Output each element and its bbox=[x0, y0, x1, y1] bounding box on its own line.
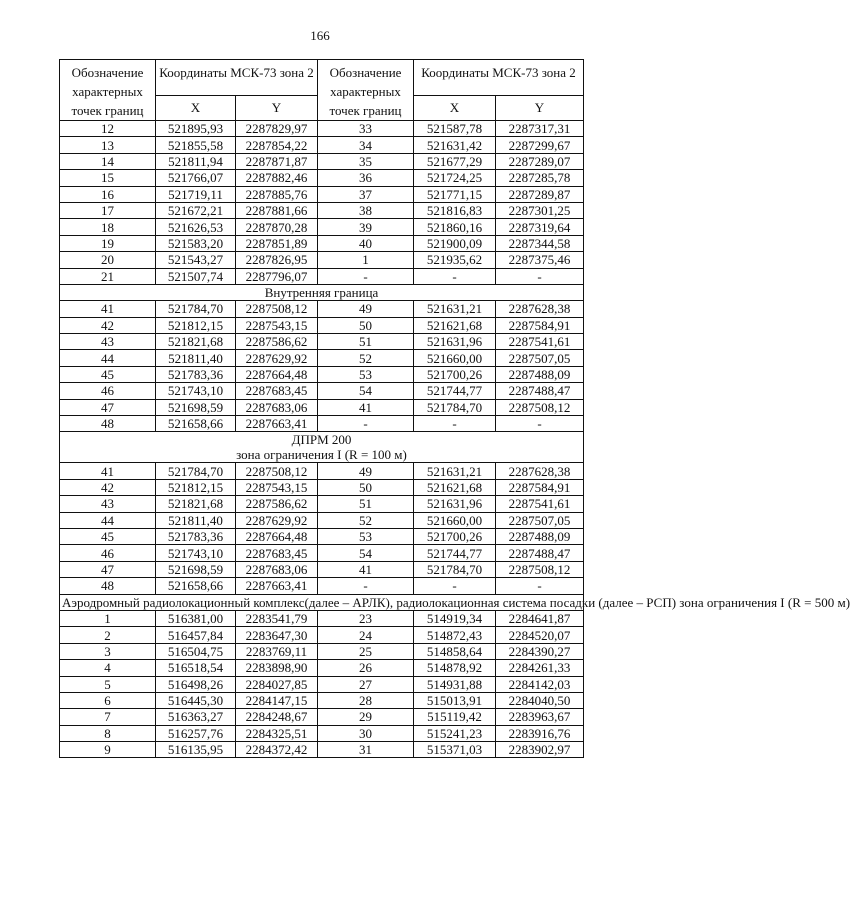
coord-y: 2287584,91 bbox=[496, 317, 584, 333]
point-id: 43 bbox=[60, 334, 156, 350]
coord-x: 521660,00 bbox=[414, 350, 496, 366]
table-row bbox=[60, 463, 584, 479]
table-row bbox=[60, 660, 584, 676]
coord-x: 521672,21 bbox=[156, 202, 236, 218]
point-id: 49 bbox=[318, 301, 414, 317]
coord-x: 521821,68 bbox=[156, 334, 236, 350]
coord-y: 2283916,76 bbox=[496, 725, 584, 741]
point-id: 8 bbox=[60, 725, 156, 741]
coord-y: 2283963,67 bbox=[496, 709, 584, 725]
table-row bbox=[60, 561, 584, 577]
point-id: 45 bbox=[60, 366, 156, 382]
coord-y: 2287299,67 bbox=[496, 137, 584, 153]
coord-y: 2284147,15 bbox=[236, 692, 318, 708]
coord-y: 2284248,67 bbox=[236, 709, 318, 725]
point-id: 51 bbox=[318, 496, 414, 512]
coord-x: 521507,74 bbox=[156, 268, 236, 284]
coord-y: 2287882,46 bbox=[236, 170, 318, 186]
y-header: Y bbox=[236, 95, 318, 120]
table-row bbox=[60, 496, 584, 512]
point-id: 14 bbox=[60, 153, 156, 169]
coord-y: 2287826,95 bbox=[236, 252, 318, 268]
table-row bbox=[60, 578, 584, 594]
point-id: 39 bbox=[318, 219, 414, 235]
table-row bbox=[60, 202, 584, 218]
point-id: 19 bbox=[60, 235, 156, 251]
coord-x: 516363,27 bbox=[156, 709, 236, 725]
point-id: 41 bbox=[318, 399, 414, 415]
point-id: 1 bbox=[318, 252, 414, 268]
point-id: 43 bbox=[60, 496, 156, 512]
table-row bbox=[60, 627, 584, 643]
table-row bbox=[60, 479, 584, 495]
coord-x: 514931,88 bbox=[414, 676, 496, 692]
point-id: 3 bbox=[60, 643, 156, 659]
coord-y: 2287854,22 bbox=[236, 137, 318, 153]
coord-x: 521744,77 bbox=[414, 383, 496, 399]
coord-y: - bbox=[496, 416, 584, 432]
table-body bbox=[60, 121, 850, 758]
point-id: 44 bbox=[60, 512, 156, 528]
coord-x: 521784,70 bbox=[414, 561, 496, 577]
coord-x: 516445,30 bbox=[156, 692, 236, 708]
coord-x: - bbox=[414, 268, 496, 284]
boundary-coordinates-table bbox=[59, 59, 850, 758]
point-id: 2 bbox=[60, 627, 156, 643]
coord-x: 516381,00 bbox=[156, 610, 236, 626]
coord-y: 2287543,15 bbox=[236, 479, 318, 495]
coord-y: 2287507,05 bbox=[496, 512, 584, 528]
coord-y: 2287285,78 bbox=[496, 170, 584, 186]
coord-y: 2287628,38 bbox=[496, 463, 584, 479]
coord-x: 521631,21 bbox=[414, 463, 496, 479]
coord-y: 2287319,64 bbox=[496, 219, 584, 235]
point-id: 17 bbox=[60, 202, 156, 218]
point-id: 26 bbox=[318, 660, 414, 676]
designation-header: Обозначение характерных точек границ bbox=[60, 60, 156, 121]
point-id: 46 bbox=[60, 545, 156, 561]
point-id: 47 bbox=[60, 561, 156, 577]
point-id: 1 bbox=[60, 610, 156, 626]
point-id: 33 bbox=[318, 121, 414, 137]
coord-y: 2284261,33 bbox=[496, 660, 584, 676]
coord-y: 2284641,87 bbox=[496, 610, 584, 626]
coord-x: 514872,43 bbox=[414, 627, 496, 643]
x-header-2: X bbox=[414, 95, 496, 120]
coord-y: 2287851,89 bbox=[236, 235, 318, 251]
point-id: 37 bbox=[318, 186, 414, 202]
point-id: 50 bbox=[318, 479, 414, 495]
point-id: 36 bbox=[318, 170, 414, 186]
coord-y: 2287488,47 bbox=[496, 545, 584, 561]
point-id: 53 bbox=[318, 528, 414, 544]
coord-x: 521784,70 bbox=[156, 301, 236, 317]
coord-y: 2287871,87 bbox=[236, 153, 318, 169]
coord-x: 516135,95 bbox=[156, 742, 236, 758]
point-id: 15 bbox=[60, 170, 156, 186]
point-id: 29 bbox=[318, 709, 414, 725]
coord-x: 521811,40 bbox=[156, 512, 236, 528]
coord-x: 521658,66 bbox=[156, 416, 236, 432]
coord-y: 2287885,76 bbox=[236, 186, 318, 202]
coord-x: 514878,92 bbox=[414, 660, 496, 676]
point-id: 24 bbox=[318, 627, 414, 643]
coord-y: - bbox=[496, 268, 584, 284]
coord-x: 515371,03 bbox=[414, 742, 496, 758]
coord-x: 521698,59 bbox=[156, 399, 236, 415]
point-id: 41 bbox=[60, 301, 156, 317]
coord-x: 516498,26 bbox=[156, 676, 236, 692]
point-id: 5 bbox=[60, 676, 156, 692]
point-id: 34 bbox=[318, 137, 414, 153]
coord-y: 2287881,66 bbox=[236, 202, 318, 218]
coord-x: 521660,00 bbox=[414, 512, 496, 528]
coord-x: 521784,70 bbox=[156, 463, 236, 479]
coord-y: 2287683,06 bbox=[236, 399, 318, 415]
coord-x: 521543,27 bbox=[156, 252, 236, 268]
coord-y: 2287344,58 bbox=[496, 235, 584, 251]
point-id: 47 bbox=[60, 399, 156, 415]
coord-x: 516504,75 bbox=[156, 643, 236, 659]
coord-y: 2284390,27 bbox=[496, 643, 584, 659]
coord-x: 521621,68 bbox=[414, 317, 496, 333]
coord-x: 521724,25 bbox=[414, 170, 496, 186]
table-row bbox=[60, 252, 584, 268]
point-id: 45 bbox=[60, 528, 156, 544]
coord-y: 2283898,90 bbox=[236, 660, 318, 676]
coord-x: 521812,15 bbox=[156, 317, 236, 333]
point-id: 30 bbox=[318, 725, 414, 741]
coord-y: 2287586,62 bbox=[236, 334, 318, 350]
coord-x: 521677,29 bbox=[414, 153, 496, 169]
coord-x: 521900,09 bbox=[414, 235, 496, 251]
coord-y: 2287584,91 bbox=[496, 479, 584, 495]
table-row bbox=[60, 725, 584, 741]
coord-x: 521935,62 bbox=[414, 252, 496, 268]
table-row bbox=[60, 170, 584, 186]
coord-x: 521587,78 bbox=[414, 121, 496, 137]
point-id: 16 bbox=[60, 186, 156, 202]
point-id: 41 bbox=[60, 463, 156, 479]
point-id: 53 bbox=[318, 366, 414, 382]
coord-x: 521784,70 bbox=[414, 399, 496, 415]
point-id: 51 bbox=[318, 334, 414, 350]
coord-x: 521744,77 bbox=[414, 545, 496, 561]
coord-x: 521700,26 bbox=[414, 366, 496, 382]
coord-y: 2287586,62 bbox=[236, 496, 318, 512]
coord-y: 2287683,45 bbox=[236, 383, 318, 399]
table-row bbox=[60, 399, 584, 415]
coords-header-2: Координаты МСК-73 зона 2 bbox=[414, 60, 584, 96]
point-id: 7 bbox=[60, 709, 156, 725]
coord-y: 2287829,97 bbox=[236, 121, 318, 137]
coord-x: 521816,83 bbox=[414, 202, 496, 218]
table-row bbox=[60, 137, 584, 153]
coord-y: 2287664,48 bbox=[236, 366, 318, 382]
point-id: 40 bbox=[318, 235, 414, 251]
coord-y: 2287683,06 bbox=[236, 561, 318, 577]
coord-x: 516457,84 bbox=[156, 627, 236, 643]
coord-x: 521766,07 bbox=[156, 170, 236, 186]
coord-x: 521658,66 bbox=[156, 578, 236, 594]
point-id: 9 bbox=[60, 742, 156, 758]
table-row bbox=[60, 121, 584, 137]
table-row bbox=[60, 416, 584, 432]
point-id: 52 bbox=[318, 512, 414, 528]
point-id: 46 bbox=[60, 383, 156, 399]
coord-x: 521895,93 bbox=[156, 121, 236, 137]
coord-y: 2284027,85 bbox=[236, 676, 318, 692]
table-row bbox=[60, 512, 584, 528]
coord-y: 2287796,07 bbox=[236, 268, 318, 284]
coord-x: 521821,68 bbox=[156, 496, 236, 512]
coord-y: 2287507,05 bbox=[496, 350, 584, 366]
coord-y: 2284325,51 bbox=[236, 725, 318, 741]
coord-x: 521811,94 bbox=[156, 153, 236, 169]
coord-x: 521855,58 bbox=[156, 137, 236, 153]
point-id: - bbox=[318, 268, 414, 284]
coord-y: - bbox=[496, 578, 584, 594]
coord-y: 2287488,09 bbox=[496, 366, 584, 382]
table-row bbox=[60, 235, 584, 251]
table-row bbox=[60, 676, 584, 692]
table-row bbox=[60, 692, 584, 708]
coord-y: 2287508,12 bbox=[496, 399, 584, 415]
coord-y: 2284520,07 bbox=[496, 627, 584, 643]
coord-y: 2287301,25 bbox=[496, 202, 584, 218]
coord-x: 521700,26 bbox=[414, 528, 496, 544]
table-row bbox=[60, 268, 584, 284]
point-id: - bbox=[318, 578, 414, 594]
coord-y: 2287488,09 bbox=[496, 528, 584, 544]
coord-x: - bbox=[414, 578, 496, 594]
point-id: 20 bbox=[60, 252, 156, 268]
coord-x: 515119,42 bbox=[414, 709, 496, 725]
coord-x: 521812,15 bbox=[156, 479, 236, 495]
coord-x: 521811,40 bbox=[156, 350, 236, 366]
table-row bbox=[60, 709, 584, 725]
coord-y: 2283769,11 bbox=[236, 643, 318, 659]
coord-y: 2287541,61 bbox=[496, 496, 584, 512]
point-id: 44 bbox=[60, 350, 156, 366]
coord-x: 521631,42 bbox=[414, 137, 496, 153]
table-row bbox=[60, 528, 584, 544]
coord-y: 2287289,07 bbox=[496, 153, 584, 169]
header-row bbox=[60, 60, 584, 96]
coord-y: 2287629,92 bbox=[236, 350, 318, 366]
coord-x: 521719,11 bbox=[156, 186, 236, 202]
table-row bbox=[60, 742, 584, 758]
coord-x: 521631,96 bbox=[414, 334, 496, 350]
coord-x: 514919,34 bbox=[414, 610, 496, 626]
coord-y: 2287664,48 bbox=[236, 528, 318, 544]
point-id: 18 bbox=[60, 219, 156, 235]
coord-y: 2287628,38 bbox=[496, 301, 584, 317]
coord-y: 2287375,46 bbox=[496, 252, 584, 268]
table-row bbox=[60, 334, 584, 350]
table-row bbox=[60, 383, 584, 399]
section-title-row bbox=[60, 284, 584, 300]
coord-y: 2283541,79 bbox=[236, 610, 318, 626]
coord-x: 521621,68 bbox=[414, 479, 496, 495]
point-id: 12 bbox=[60, 121, 156, 137]
point-id: 6 bbox=[60, 692, 156, 708]
coord-x: 521783,36 bbox=[156, 366, 236, 382]
coord-x: 521771,15 bbox=[414, 186, 496, 202]
coord-y: 2287488,47 bbox=[496, 383, 584, 399]
coord-y: 2287683,45 bbox=[236, 545, 318, 561]
point-id: 41 bbox=[318, 561, 414, 577]
page-number: 166 bbox=[310, 28, 330, 43]
point-id: 28 bbox=[318, 692, 414, 708]
point-id: 31 bbox=[318, 742, 414, 758]
coord-x: 516518,54 bbox=[156, 660, 236, 676]
table-row bbox=[60, 317, 584, 333]
point-id: 35 bbox=[318, 153, 414, 169]
coord-y: 2287317,31 bbox=[496, 121, 584, 137]
point-id: 54 bbox=[318, 383, 414, 399]
coord-x: 521631,21 bbox=[414, 301, 496, 317]
table-row bbox=[60, 219, 584, 235]
coord-y: 2284040,50 bbox=[496, 692, 584, 708]
coord-x: 514858,64 bbox=[414, 643, 496, 659]
coord-x: 521783,36 bbox=[156, 528, 236, 544]
coord-y: 2283902,97 bbox=[496, 742, 584, 758]
point-id: 54 bbox=[318, 545, 414, 561]
coord-y: 2287663,41 bbox=[236, 578, 318, 594]
coord-x: 516257,76 bbox=[156, 725, 236, 741]
section-title: ДПРМ 200 зона ограничения I (R = 100 м) bbox=[60, 432, 584, 463]
section-title-row bbox=[60, 432, 584, 463]
coord-x: 521626,53 bbox=[156, 219, 236, 235]
coord-x: 521698,59 bbox=[156, 561, 236, 577]
coord-y: 2287508,12 bbox=[496, 561, 584, 577]
point-id: 25 bbox=[318, 643, 414, 659]
point-id: 21 bbox=[60, 268, 156, 284]
coord-y: 2287508,12 bbox=[236, 301, 318, 317]
coord-x: 515013,91 bbox=[414, 692, 496, 708]
point-id: 49 bbox=[318, 463, 414, 479]
section-title: Внутренняя граница bbox=[60, 284, 584, 300]
coord-y: 2287543,15 bbox=[236, 317, 318, 333]
x-header: X bbox=[156, 95, 236, 120]
coord-x: 515241,23 bbox=[414, 725, 496, 741]
table-row bbox=[60, 186, 584, 202]
coord-y: 2287663,41 bbox=[236, 416, 318, 432]
point-id: 48 bbox=[60, 416, 156, 432]
point-id: 52 bbox=[318, 350, 414, 366]
designation-header-2: Обозначение характерных точек границ bbox=[318, 60, 414, 121]
coord-x: 521631,96 bbox=[414, 496, 496, 512]
coord-y: 2287508,12 bbox=[236, 463, 318, 479]
coord-y: 2287289,87 bbox=[496, 186, 584, 202]
point-id: 42 bbox=[60, 479, 156, 495]
coord-y: 2287541,61 bbox=[496, 334, 584, 350]
coord-y: 2283647,30 bbox=[236, 627, 318, 643]
coord-x: - bbox=[414, 416, 496, 432]
point-id: 42 bbox=[60, 317, 156, 333]
point-id: 38 bbox=[318, 202, 414, 218]
table-row bbox=[60, 301, 584, 317]
coord-x: 521583,20 bbox=[156, 235, 236, 251]
point-id: 4 bbox=[60, 660, 156, 676]
coord-x: 521860,16 bbox=[414, 219, 496, 235]
coord-y: 2287629,92 bbox=[236, 512, 318, 528]
coords-header: Координаты МСК-73 зона 2 bbox=[156, 60, 318, 96]
table-row bbox=[60, 545, 584, 561]
coord-y: 2287870,28 bbox=[236, 219, 318, 235]
coord-y: 2284142,03 bbox=[496, 676, 584, 692]
point-id: 13 bbox=[60, 137, 156, 153]
y-header-2: Y bbox=[496, 95, 584, 120]
section-title: Аэродромный радиолокационный комплекс(далее – АРЛК), радиолокационная система посадки (далее – РСП) зона ограничения I (R = 500 м) bbox=[60, 594, 584, 610]
point-id: - bbox=[318, 416, 414, 432]
section-title-row bbox=[60, 594, 584, 610]
table-row bbox=[60, 643, 584, 659]
point-id: 48 bbox=[60, 578, 156, 594]
coord-y: 2284372,42 bbox=[236, 742, 318, 758]
coord-x: 521743,10 bbox=[156, 383, 236, 399]
point-id: 50 bbox=[318, 317, 414, 333]
coord-x: 521743,10 bbox=[156, 545, 236, 561]
point-id: 27 bbox=[318, 676, 414, 692]
table-row bbox=[60, 153, 584, 169]
point-id: 23 bbox=[318, 610, 414, 626]
table-row bbox=[60, 350, 584, 366]
table-row bbox=[60, 366, 584, 382]
table-row bbox=[60, 610, 584, 626]
